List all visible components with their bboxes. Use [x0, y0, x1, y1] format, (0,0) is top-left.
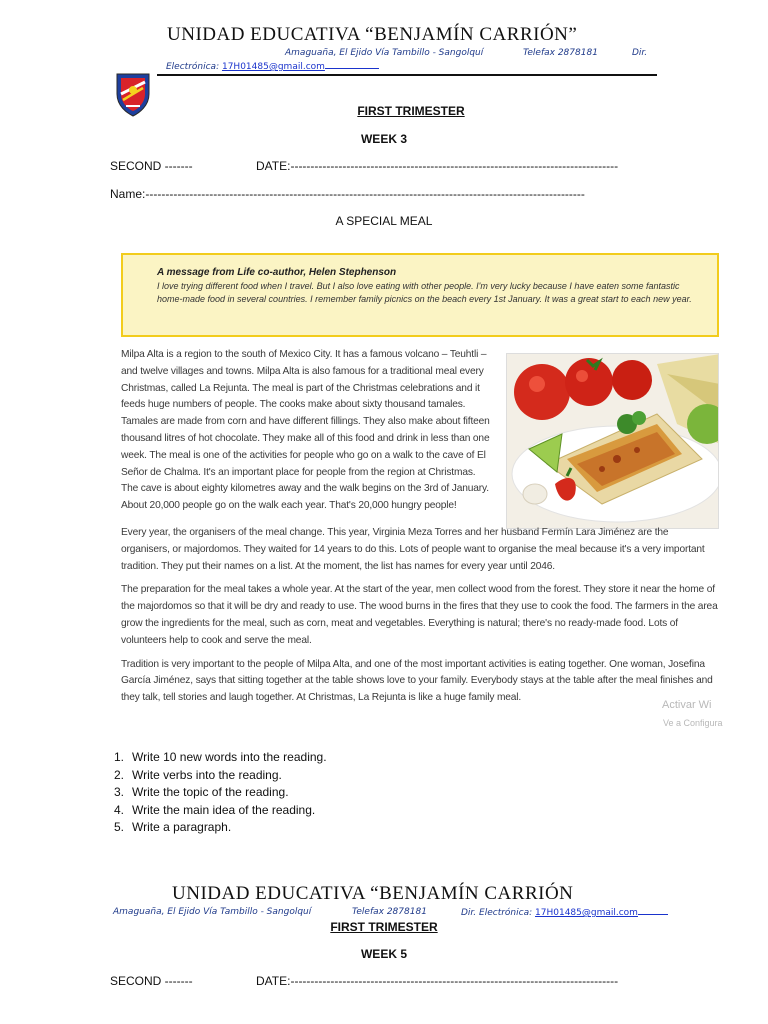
- reading-paragraph-2: Every year, the organisers of the meal change. This year, Virginia Meza Torres and her husband Fermín Lara Jiménez are the organisers, or majordomos. They waited for 14 years to do this. Lots of people want to organise the meal because it's a very important tradition. They put their names on a list. At the moment, the list has names for every year until 2046.: [121, 527, 705, 572]
- name-field[interactable]: Name:--------------------------------------------------------------------------------------------------------------: [110, 187, 585, 201]
- email-row: [166, 61, 379, 72]
- date-field[interactable]: DATE:----------------------------------------------------------------------------------: [256, 159, 619, 173]
- tamales-photo: [506, 353, 719, 529]
- author-message-box: [121, 253, 719, 337]
- reading-paragraph-1: Milpa Alta is a region to the south of Mexico City. It has a famous volcano – Teuhtli – and twelve villages and towns. Milpa Alta is also famous for a traditional meal every Christmas, called La Rejunta. The meal is part of the Christmas celebrations and it feeds huge numbers of people. The cooks make about sixty thousand tamales. Tamales are made from corn and have different fillings. They also make about fifteen thousand litres of hot chocolate. They make all of this food and drink in less than one week. The meal is one of the activities for people who go on a walk to the cave of El Señor de Chalma. It's an important place for people from the region at Christmas. The cave is about eighty kilometres away and the walk begins on the 3rd of January. About 20,000 people go on the walk each year. That's 20,000 hungry people!: [121, 349, 490, 512]
- trimester-heading: FIRST TRIMESTER: [357, 104, 465, 118]
- email-link[interactable]: 17H01485@gmail.com: [221, 62, 325, 72]
- second-field: SECOND -------: [110, 159, 193, 173]
- email-label: Electrónica:: [166, 62, 220, 72]
- school-telefax: Telefax 2878181: [523, 48, 598, 58]
- message-title: A message from Life co-author, Helen Stephenson: [157, 267, 397, 278]
- reading-paragraph-4: Tradition is very important to the people of Milpa Alta, and one of the most important activities is eating together. One woman, Josefina García Jiménez, says that sitting together at the table shows love to your family. Everybody stays at the table after the meal finishes and they talk, tell stories and laugh together. At Christmas, La Rejunta is like a huge family meal.: [121, 658, 713, 704]
- activation-watermark-line2: Ve a Configura: [663, 718, 723, 728]
- activation-watermark-line1: Activar Wi: [662, 699, 712, 711]
- task-item: 1. Write 10 new words into the reading.: [113, 750, 327, 764]
- reading-title: A SPECIAL MEAL: [335, 214, 433, 228]
- task-item: 2. Write verbs into the reading.: [113, 767, 282, 782]
- header-rule: [157, 74, 657, 76]
- message-body: I love trying different food when I travel. But I also love eating with other people. I'm very lucky because I have eaten some fantastic home-made food in several countries. I remember family picnics on the beach every 1st January. It was a great start to each new year.: [157, 281, 692, 305]
- school-address-2: Amaguaña, El Ejido Vía Tambillo - Sangolquí: [113, 907, 312, 917]
- email-row-2: [461, 907, 668, 918]
- task-item: 4. Write the main idea of the reading.: [113, 802, 316, 817]
- task-item: 3. Write the topic of the reading.: [113, 785, 289, 800]
- week-heading-2: WEEK 5: [360, 947, 407, 961]
- date-field-2[interactable]: DATE:----------------------------------------------------------------------------------: [256, 974, 619, 988]
- school-name-2: UNIDAD EDUCATIVA “BENJAMÍN CARRIÓN: [172, 883, 574, 904]
- task-list: [108, 749, 508, 837]
- week-heading: WEEK 3: [360, 132, 407, 146]
- dir-label: Dir.: [632, 48, 648, 58]
- second-field-2: SECOND -------: [110, 974, 193, 988]
- email-link-2[interactable]: 17H01485@gmail.com: [535, 908, 638, 918]
- trimester-heading-2: FIRST TRIMESTER: [330, 920, 438, 934]
- school-telefax-2: Telefax 2878181: [352, 907, 427, 917]
- reading-paragraph-3: The preparation for the meal takes a whole year. At the start of the year, men collect wood from the forest. They store it near the home of the majordomos so that it will be dry and ready to use. The wood burns in the fires that they use to cook the food. The farmers in the area grow the ingredients for the meal, such as corn, meat and vegetables. Everything is natural; there's no ready-made food. Lots of volunteers help to cook and serve the meal.: [121, 584, 718, 646]
- reading-body: [121, 525, 719, 714]
- task-item: 5. Write a paragraph.: [113, 820, 232, 835]
- school-address: Amaguaña, El Ejido Vía Tambillo - Sangolquí: [285, 48, 484, 58]
- email-label-2: Dir. Electrónica:: [461, 908, 533, 918]
- school-name: UNIDAD EDUCATIVA “BENJAMÍN CARRIÓN”: [167, 24, 578, 45]
